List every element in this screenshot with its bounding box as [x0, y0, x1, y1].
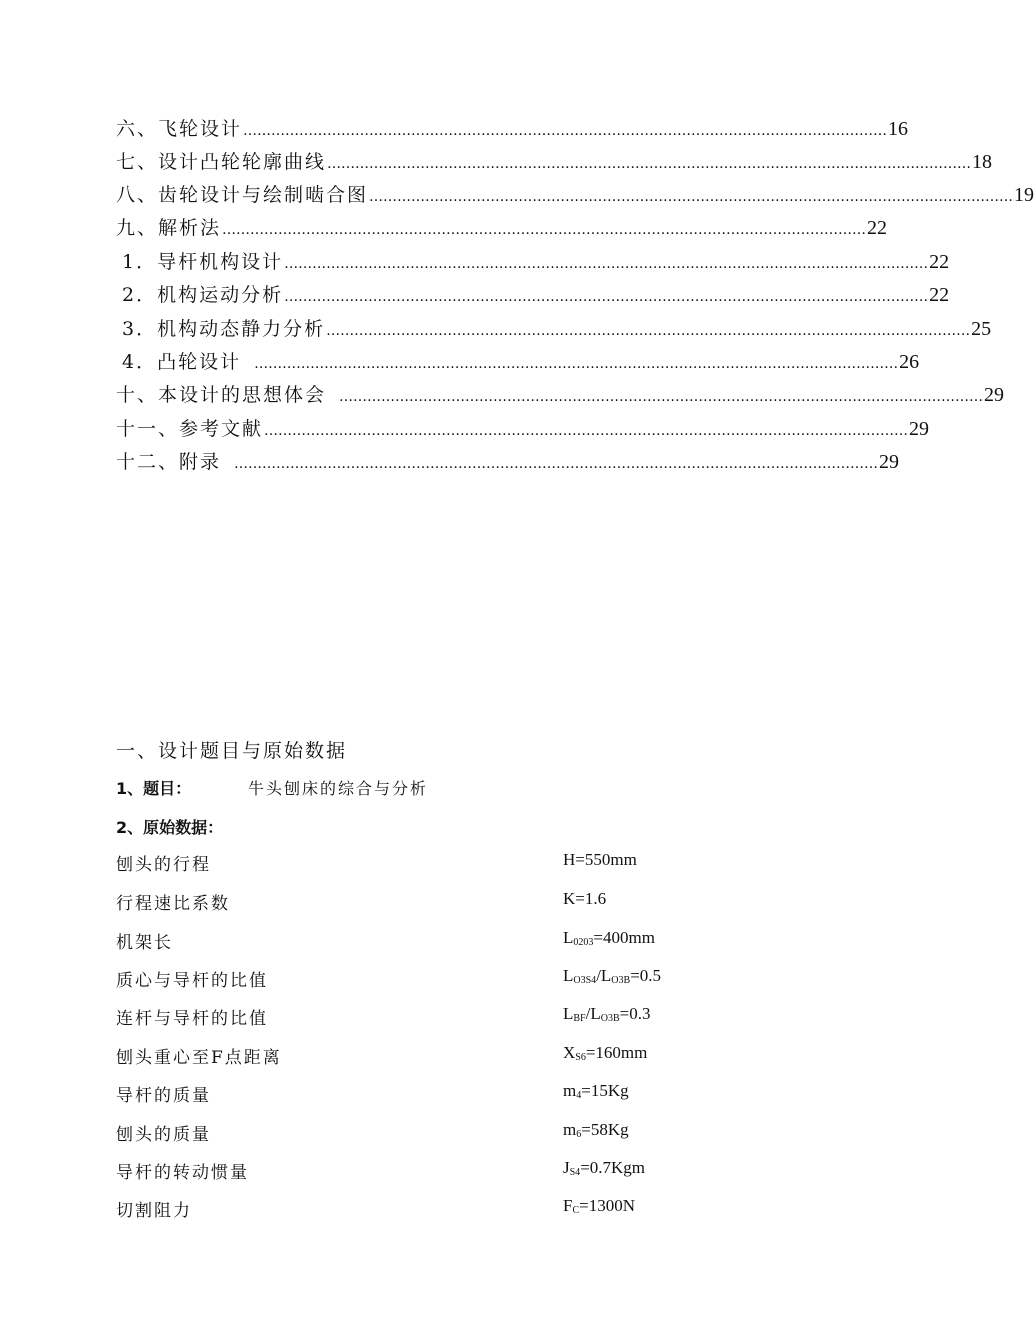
toc-leader-dots: …………………………………………………………………………………………………………………………: [243, 123, 888, 139]
param-row: [116, 966, 856, 992]
toc-page-number: 29: [984, 384, 1005, 406]
param-row: [116, 1004, 856, 1030]
toc-label: 七、设计凸轮轮廓曲线: [116, 151, 327, 173]
param-name: 导杆的转动惯量: [116, 1163, 249, 1183]
topic-value: 牛头刨床的综合与分析: [248, 779, 429, 798]
param-value: $L_{0203}=400mm$: [563, 928, 655, 948]
toc-label: 六、飞轮设计: [116, 118, 243, 140]
param-value: $L_{O3S4}/L_{O3B}=0.5$: [563, 966, 662, 986]
toc-page-number: 22: [867, 217, 888, 239]
param-value: $m_4=15Kg$: [563, 1081, 629, 1101]
param-row: [116, 889, 856, 915]
param-row: [116, 1120, 856, 1146]
param-row: [116, 1043, 856, 1069]
toc-leader-dots: …………………………………………………………………………………………………………………………: [327, 156, 972, 172]
toc-entry: [116, 211, 888, 241]
param-value: $F_C=1300N$: [563, 1196, 636, 1216]
topic-label: 1、题目：: [116, 779, 192, 798]
toc-leader-dots: …………………………………………………………………………………………………………………………: [264, 423, 909, 439]
toc-page-number: 18: [972, 151, 993, 173]
toc-entry: [122, 312, 992, 342]
param-row: [116, 1158, 856, 1184]
param-value: $L_{BF}/L_{O3B}=0.3$: [563, 1004, 651, 1024]
toc-page-number: 22: [929, 284, 950, 306]
param-value: $J_{S4}=0.7Kgm$: [563, 1158, 646, 1178]
toc-entry: [116, 412, 930, 442]
param-row: [116, 850, 856, 876]
toc-leader-dots: …………………………………………………………………………………………………………………………: [284, 256, 929, 272]
toc-entry: [122, 245, 950, 275]
param-row: [116, 1196, 856, 1222]
toc-label: 2．机构运动分析: [122, 284, 284, 306]
toc-page-number: 29: [879, 451, 900, 473]
toc-label: 十、本设计的思想体会: [116, 384, 327, 406]
toc-page-number: 22: [929, 251, 950, 273]
toc-page-number: 26: [899, 351, 920, 373]
param-name: 质心与导杆的比值: [116, 971, 268, 991]
toc-label: 十一、参考文献: [116, 418, 264, 440]
raw-data-label: 2、原始数据：: [116, 818, 224, 837]
toc-label: 八、齿轮设计与绘制啮合图: [116, 184, 369, 206]
toc-leader-dots: …………………………………………………………………………………………………………………………: [326, 323, 971, 339]
toc-entry: [116, 445, 900, 475]
toc-page-number: 16: [888, 118, 909, 140]
param-name: 行程速比系数: [116, 894, 230, 914]
toc-leader-dots: …………………………………………………………………………………………………………………………: [222, 222, 867, 238]
param-value: K=1.6: [563, 889, 607, 908]
toc-leader-dots: …………………………………………………………………………………………………………………………: [254, 356, 899, 372]
toc-leader-dots: …………………………………………………………………………………………………………………………: [234, 456, 879, 472]
param-row: [116, 928, 856, 954]
param-name: 刨头的质量: [116, 1125, 211, 1145]
param-name: 导杆的质量: [116, 1086, 211, 1106]
toc-label: 4．凸轮设计: [122, 351, 242, 373]
toc-page-number: 25: [971, 318, 992, 340]
toc-label: 1．导杆机构设计: [122, 251, 284, 273]
toc-leader-dots: …………………………………………………………………………………………………………………………: [284, 289, 929, 305]
toc-page-number: 29: [909, 418, 930, 440]
section-title: 一、设计题目与原始数据: [116, 740, 348, 762]
toc-page-number: 19: [1014, 184, 1034, 206]
param-value: $X_{S6}=160mm$: [563, 1043, 648, 1063]
toc-entry: [116, 112, 909, 142]
param-row: [116, 1081, 856, 1107]
toc-entry: [116, 145, 993, 175]
toc-label: 3．机构动态静力分析: [122, 318, 326, 340]
toc-label: 十二、附录: [116, 451, 222, 473]
param-name: 刨头的行程: [116, 855, 211, 875]
toc-entry: [116, 178, 1034, 208]
param-value: H=550mm: [563, 850, 637, 869]
toc-entry: [116, 378, 1005, 408]
toc-entry: [122, 278, 950, 308]
param-name: 连杆与导杆的比值: [116, 1009, 268, 1029]
toc-entry: [122, 345, 920, 375]
toc-label: 九、解析法: [116, 217, 222, 239]
toc-leader-dots: …………………………………………………………………………………………………………………………: [369, 189, 1014, 205]
param-name: 刨头重心至F点距离: [116, 1048, 282, 1068]
param-name: 切割阻力: [116, 1201, 192, 1221]
toc-leader-dots: …………………………………………………………………………………………………………………………: [339, 389, 984, 405]
param-value: $m_6=58Kg$: [563, 1120, 629, 1140]
param-name: 机架长: [116, 933, 173, 953]
